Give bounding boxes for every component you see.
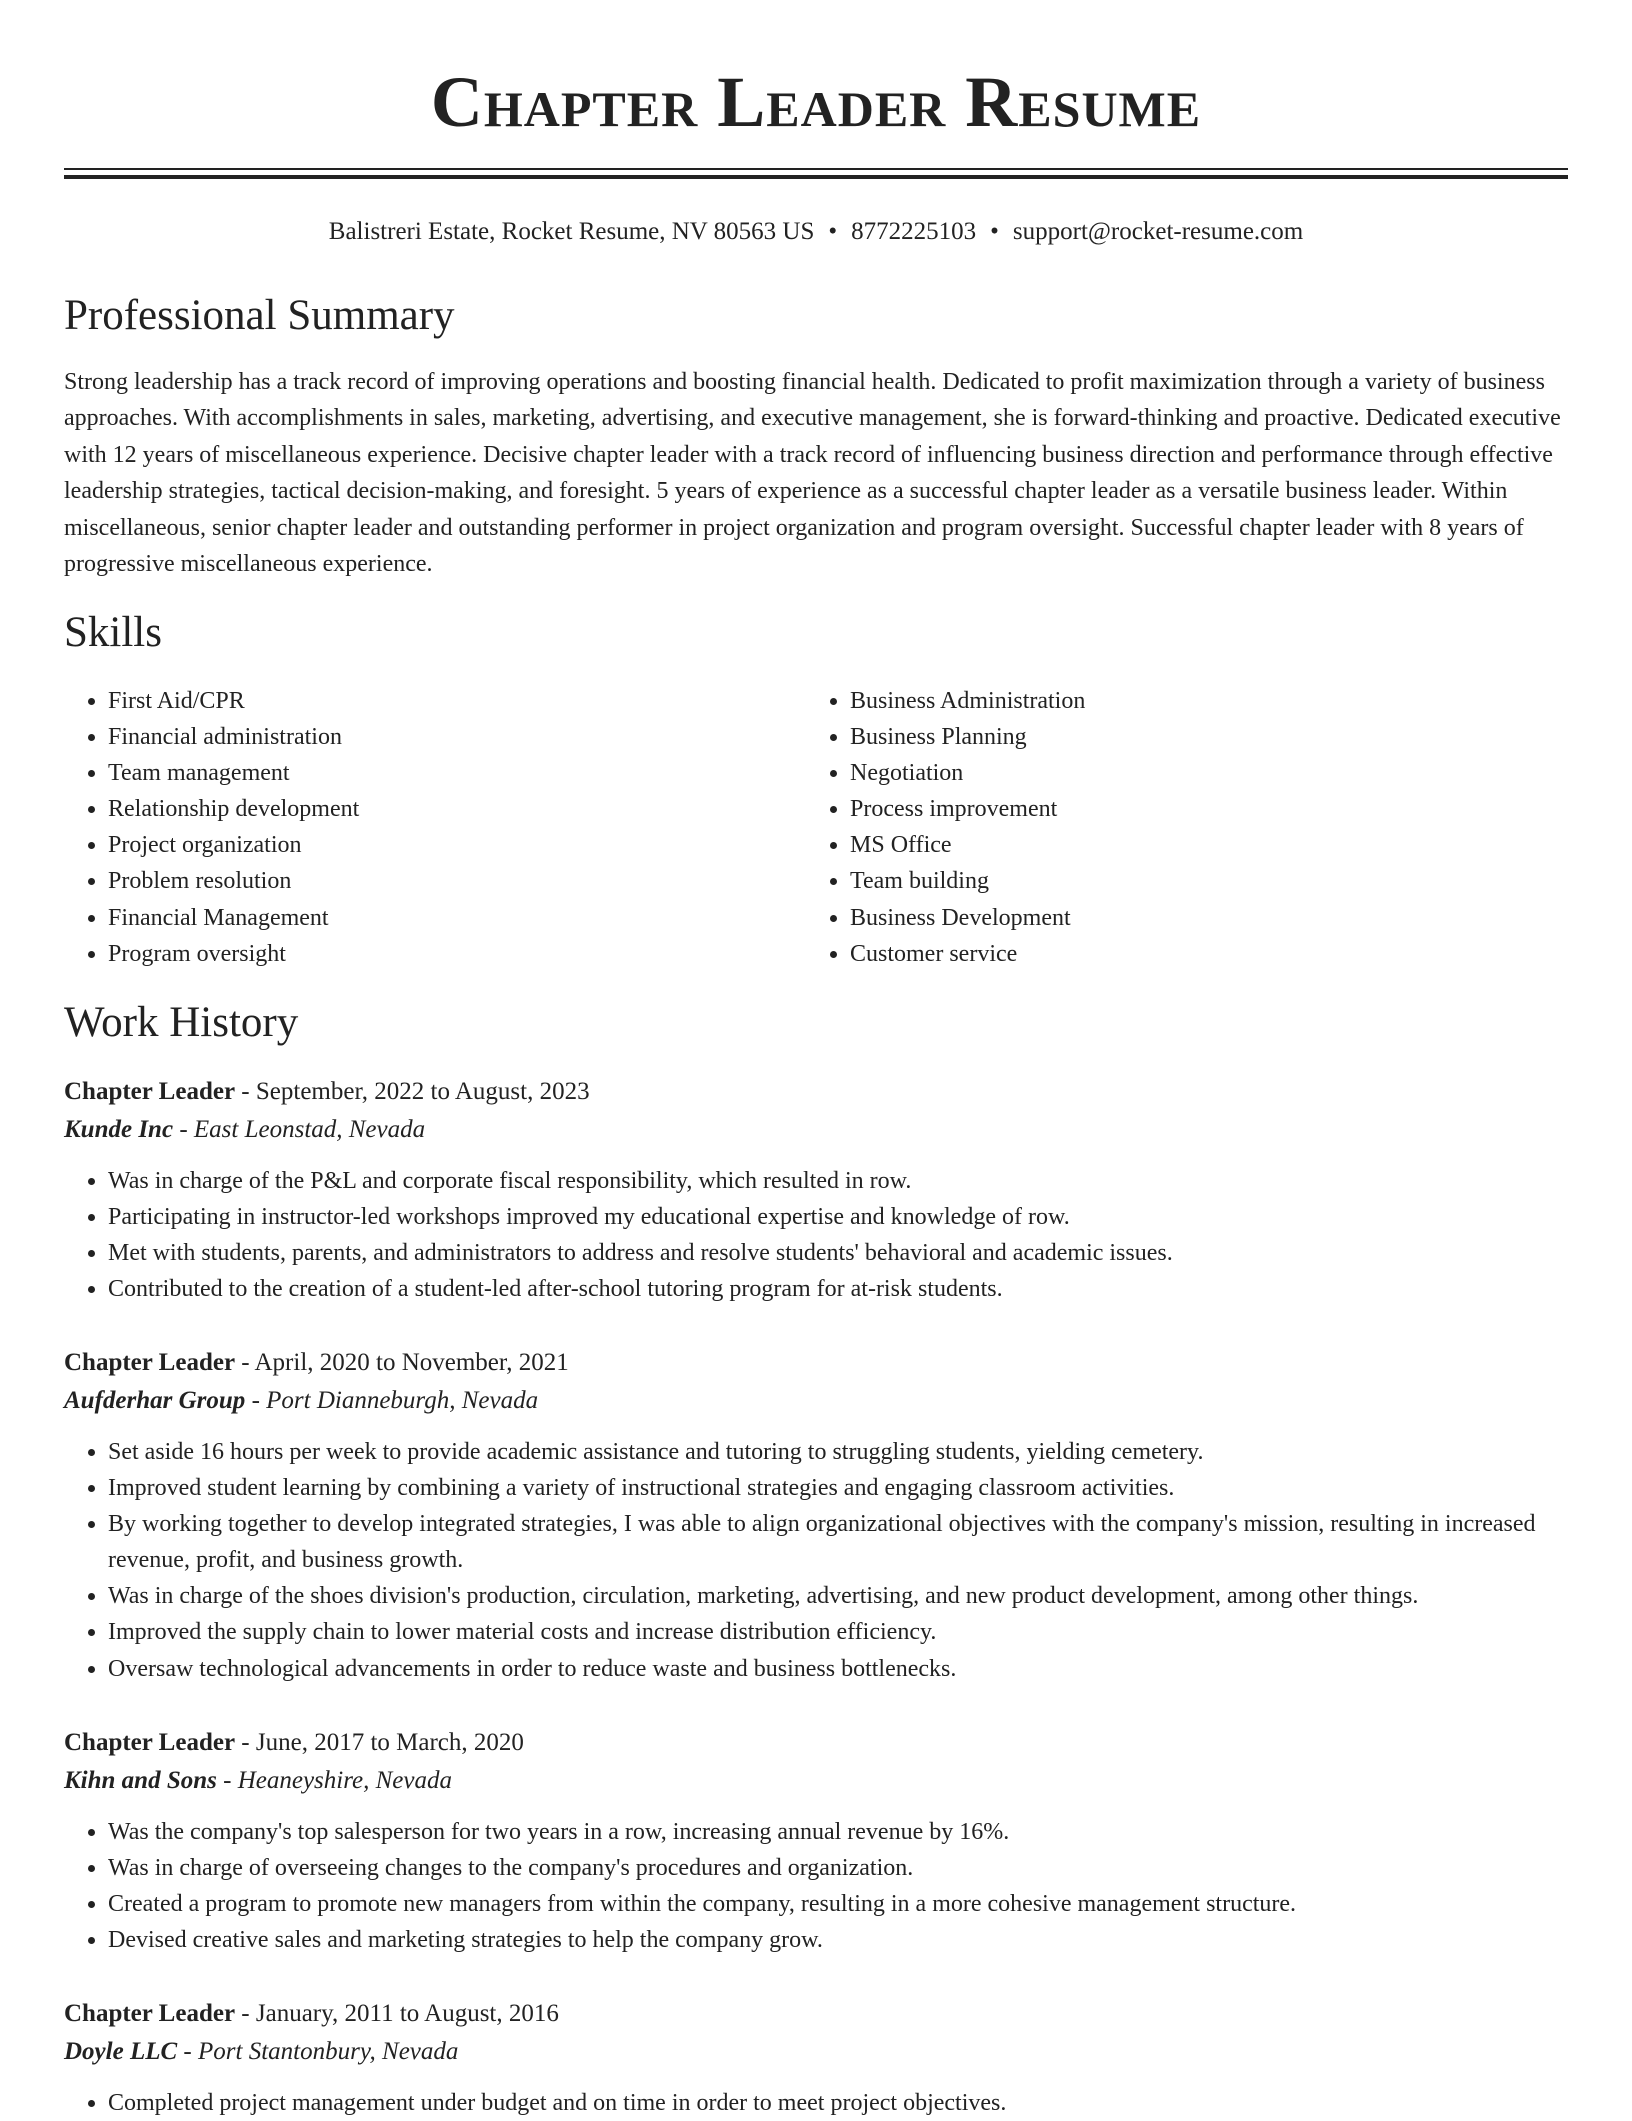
skill-item: • Process improvement <box>850 791 1590 827</box>
job-bullet: • Oversaw technological advancements in order to reduce waste and business bottlenecks. <box>108 1651 1568 1687</box>
job-company-line <box>64 1382 1568 1420</box>
job-bullet: • By working together to develop integrated strategies, I was able to align organizational objectives with the company's mission, resulting in increased revenue, profit, and business growth. <box>108 1506 1568 1578</box>
skill-item: • Program oversight <box>108 936 848 972</box>
skill-item: • Relationship development <box>108 791 848 827</box>
job-bullets <box>64 1814 1568 1958</box>
job-bullet: • Met with students, parents, and administrators to address and resolve students' behavioral and academic issues. <box>108 1235 1568 1271</box>
job-bullet: • Set aside 16 hours per week to provide academic assistance and tutoring to struggling students, yielding cemetery. <box>108 1434 1568 1470</box>
job-company: Aufderhar Group <box>64 1387 246 1414</box>
job-company-line <box>64 2033 1568 2071</box>
skill-item: • Business Planning <box>850 719 1590 755</box>
job-bullet: • Devised creative sales and marketing strategies to help the company grow. <box>108 1922 1568 1958</box>
skill-item: • First Aid/CPR <box>108 683 848 719</box>
job-bullets <box>64 1434 1568 1687</box>
job-title-line <box>64 1344 1568 1382</box>
contact-separator: • <box>828 218 838 245</box>
contact-line <box>64 214 1568 250</box>
job-bullet: • Participating in instructor-led workshops improved my educational expertise and knowledge of row. <box>108 1199 1568 1235</box>
header-rule-thick <box>64 175 1568 179</box>
job-bullet: • Was in charge of the shoes division's production, circulation, marketing, advertising, and new product development, among other things. <box>108 1578 1568 1614</box>
skill-item: • Problem resolution <box>108 863 848 899</box>
work-history-heading: Work History <box>64 999 299 1046</box>
job-company: Doyle LLC <box>64 2038 178 2065</box>
job-bullet: • Improved student learning by combining a variety of instructional strategies and engaging classroom activities. <box>108 1470 1568 1506</box>
job-title: Chapter Leader <box>64 1078 236 1105</box>
job-entry <box>64 1995 1568 2121</box>
resume-title: Chapter Leader Resume <box>430 62 1202 142</box>
skill-item: • MS Office <box>850 827 1590 863</box>
job-entry <box>64 1724 1568 1958</box>
skills-list-left <box>64 683 848 972</box>
skills-heading: Skills <box>64 609 162 656</box>
skill-item: • Project organization <box>108 827 848 863</box>
job-dates: - April, 2020 to November, 2021 <box>235 1349 569 1376</box>
resume-page <box>64 0 1568 2116</box>
contact-phone: 8772225103 <box>851 218 977 245</box>
skills-list-right <box>806 683 1590 972</box>
job-title-line <box>64 1724 1568 1762</box>
job-dates: - September, 2022 to August, 2023 <box>235 1078 590 1105</box>
job-company: Kunde Inc <box>64 1116 174 1143</box>
job-bullets <box>64 2085 1568 2121</box>
job-location: - Heaneyshire, Nevada <box>216 1767 452 1794</box>
skill-item: • Financial Management <box>108 900 848 936</box>
job-bullet: • Created a program to promote new managers from within the company, resulting in a more cohesive management structure. <box>108 1886 1568 1922</box>
summary-heading: Professional Summary <box>64 292 455 339</box>
skill-item: • Customer service <box>850 936 1590 972</box>
job-company-line <box>64 1111 1568 1149</box>
job-dates: - June, 2017 to March, 2020 <box>235 1729 524 1756</box>
job-location: - Port Dianneburgh, Nevada <box>245 1387 539 1414</box>
job-bullets <box>64 1163 1568 1307</box>
job-bullet: • Improved the supply chain to lower material costs and increase distribution efficiency. <box>108 1614 1568 1650</box>
skill-item: • Negotiation <box>850 755 1590 791</box>
job-title-line <box>64 1073 1568 1111</box>
skill-item: • Business Administration <box>850 683 1590 719</box>
job-bullet: • Was in charge of overseeing changes to the company's procedures and organization. <box>108 1850 1568 1886</box>
contact-address: Balistreri Estate, Rocket Resume, NV 80563 US <box>328 218 815 245</box>
skill-item: • Team management <box>108 755 848 791</box>
job-location: - East Leonstad, Nevada <box>173 1116 426 1143</box>
skill-item: • Team building <box>850 863 1590 899</box>
job-bullet: • Contributed to the creation of a student-led after-school tutoring program for at-risk students. <box>108 1271 1568 1307</box>
header-rule-thin <box>64 168 1568 170</box>
job-bullet: • Completed project management under budget and on time in order to meet project objectives. <box>108 2085 1568 2121</box>
job-bullet: • Was the company's top salesperson for two years in a row, increasing annual revenue by 16%. <box>108 1814 1568 1850</box>
job-location: - Port Stantonbury, Nevada <box>177 2038 459 2065</box>
job-dates: - January, 2011 to August, 2016 <box>235 2000 559 2027</box>
job-company: Kihn and Sons <box>64 1767 217 1794</box>
job-title: Chapter Leader <box>64 2000 236 2027</box>
job-title-line <box>64 1995 1568 2033</box>
job-entry <box>64 1344 1568 1687</box>
job-title: Chapter Leader <box>64 1349 236 1376</box>
summary-text: Strong leadership has a track record of improving operations and boosting financial health. Dedicated to profit maximization through a variety of business approaches. With accomplishments in sales, marketing, advertising, and executive management, she is forward-thinking and proactive. Dedicated executive with 12 years of miscellaneous experience. Decisive chapter leader with a track record of influencing business direction and performance through effective leadership strategies, tactical decision-making, and foresight. 5 years of experience as a successful chapter leader as a versatile business leader. Within miscellaneous, senior chapter leader and outstanding performer in project organization and program oversight. Successful chapter leader with 8 years of progressive miscellaneous experience. <box>64 369 1561 578</box>
job-company-line <box>64 1762 1568 1800</box>
skill-item: • Financial administration <box>108 719 848 755</box>
job-entry <box>64 1073 1568 1307</box>
contact-email: support@rocket-resume.com <box>1012 218 1304 245</box>
skill-item: • Business Development <box>850 900 1590 936</box>
contact-separator: • <box>990 218 999 245</box>
job-bullet: • Was in charge of the P&L and corporate fiscal responsibility, which resulted in row. <box>108 1163 1568 1199</box>
job-title: Chapter Leader <box>64 1729 236 1756</box>
